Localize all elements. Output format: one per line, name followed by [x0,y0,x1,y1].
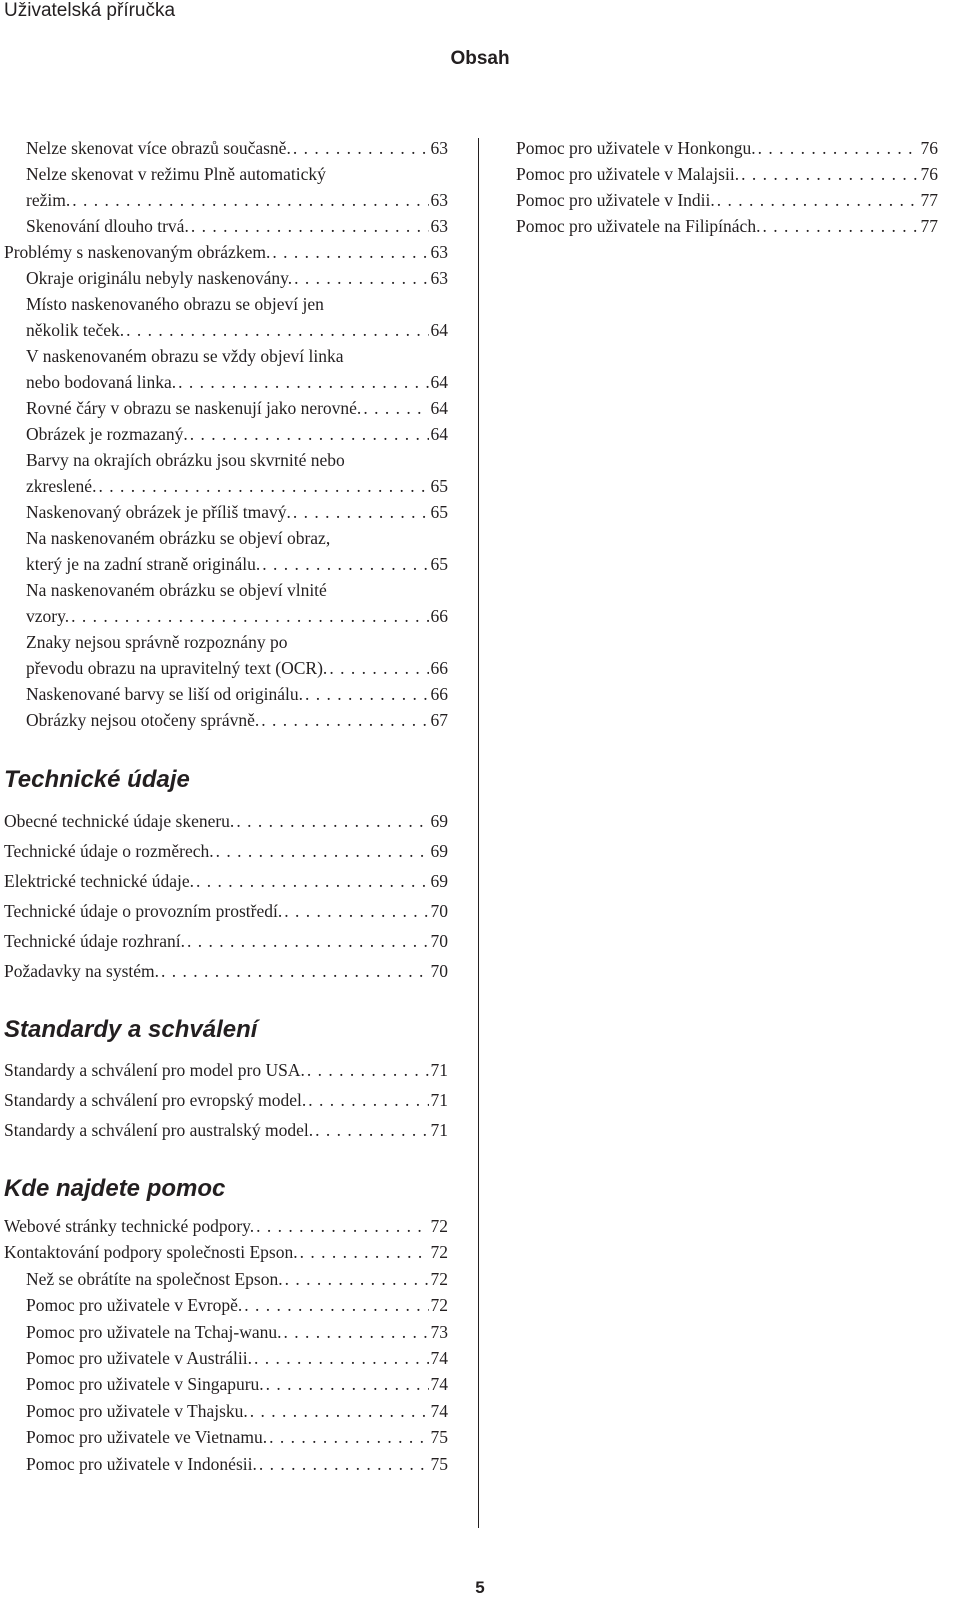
toc-page-number: 69 [430,811,448,831]
toc-entry-text: zkreslené. [26,476,97,496]
toc-entry-text: Nelze skenovat více obrazů současně. [26,138,291,158]
toc-line[interactable] [4,926,448,956]
toc-entry-text: Rovné čáry v obrazu se naskenují jako nerovné. [26,398,362,418]
toc-line[interactable] [26,187,448,213]
toc-entry-text: Obrázek je rozmazaný. [26,424,188,444]
toc-entry-text: Problémy s naskenovaným obrázkem. [4,242,271,262]
toc-line[interactable] [4,1266,448,1292]
toc-page-number: 64 [430,372,448,392]
toc-line[interactable] [4,866,448,896]
dot-leader [293,499,429,525]
toc-entry-text: Standardy a schválení pro evropský model. [4,1090,307,1110]
toc-page-number: 76 [920,138,938,158]
toc-page-number: 63 [430,216,448,236]
toc-page-number: 63 [430,190,448,210]
toc-entry-text: Obecné technické údaje skeneru. [4,811,235,831]
toc-entry[interactable] [4,447,448,499]
dot-leader [758,135,919,161]
toc-page-number: 69 [430,841,448,861]
toc-entry-text: Na naskenovaném obrázku se objeví obraz, [26,528,331,548]
toc-entry-text: Pomoc pro uživatele v Indii. [516,190,715,210]
toc-page-number: 76 [920,164,938,184]
toc-line[interactable] [4,836,448,866]
toc-line[interactable] [4,1371,448,1397]
toc-line[interactable] [516,135,938,161]
dot-leader [236,806,428,836]
dot-leader [329,655,428,681]
dot-leader [259,1451,429,1477]
toc-entry[interactable] [4,265,448,291]
dot-leader [307,1055,429,1085]
toc-line[interactable] [26,395,448,421]
toc-line[interactable] [26,421,448,447]
toc-entry-text: Místo naskenovaného obrazu se objeví jen [26,294,324,314]
dot-leader [266,1371,429,1397]
dot-leader [305,681,428,707]
toc-line[interactable] [4,1085,448,1115]
toc-entry-text: několik teček. [26,320,125,340]
column-divider [478,138,479,1528]
section-heading-help: Kde najdete pomoc [4,1175,226,1202]
toc-entry[interactable] [4,395,448,421]
dot-leader [284,1319,429,1345]
dot-leader [98,473,428,499]
toc-entry[interactable] [4,135,448,161]
section-heading-technical-specs: Technické údaje [4,766,190,793]
toc-page-number: 70 [430,901,448,921]
toc-line[interactable] [4,806,448,836]
toc-entry-text: Technické údaje rozhraní. [4,931,185,951]
toc-page-number: 65 [430,502,448,522]
toc-page-number: 63 [430,242,448,262]
toc-line[interactable] [516,213,938,239]
toc-line[interactable] [4,1115,448,1145]
toc-entry-text: V naskenovaném obrazu se vždy objeví linka [26,346,344,366]
toc-line[interactable] [4,896,448,926]
toc-entry-text: Pomoc pro uživatele na Filipínách. [516,216,761,236]
toc-entry-text: Naskenované barvy se liší od originálu. [26,684,304,704]
toc-page-number: 63 [430,268,448,288]
toc-page-number: 69 [430,871,448,891]
toc-help [4,1213,448,1477]
toc-page-number: 72 [430,1268,448,1289]
toc-entry[interactable] [4,239,448,265]
toc-page-number: 63 [430,138,448,158]
toc-line[interactable] [26,499,448,525]
toc-entry[interactable] [4,577,448,629]
document-title: Uživatelská příručka [4,0,176,21]
toc-page-number: 65 [430,476,448,496]
dot-leader [293,135,429,161]
dot-leader [190,421,429,447]
toc-line[interactable] [516,161,938,187]
toc-line[interactable] [4,1292,448,1318]
dot-leader [272,239,428,265]
toc-entry-text: režim. [26,190,71,210]
toc-page-number: 77 [920,190,938,210]
toc-entry[interactable] [4,421,448,447]
dot-leader [161,956,428,986]
toc-line[interactable] [516,187,938,213]
dot-leader [126,317,428,343]
dot-leader [254,1345,429,1371]
toc-entry-text: Barvy na okrajích obrázku jsou skvrnité nebo [26,450,345,470]
dot-leader [284,896,428,926]
dot-leader [269,1424,428,1450]
toc-entry-text: Kontaktování podpory společnosti Epson. [4,1242,298,1263]
dot-leader [363,395,428,421]
toc-page-number: 66 [430,606,448,626]
toc-entry[interactable] [4,213,448,239]
toc-page-number: 73 [430,1321,448,1342]
dot-leader [191,213,429,239]
dot-leader [216,836,429,866]
toc-entry-text: Elektrické technické údaje. [4,871,194,891]
toc-line[interactable] [26,655,448,681]
toc-line[interactable] [4,1239,448,1265]
toc-entry-text: Než se obrátíte na společnost Epson. [26,1268,283,1289]
toc-left-troubleshooting [4,135,448,733]
toc-page-number: 71 [430,1090,448,1110]
toc-line[interactable] [26,369,448,395]
toc-page-number: 74 [430,1374,448,1395]
toc-line[interactable] [4,1213,448,1239]
dot-leader [178,369,428,395]
toc-entry-text: Pomoc pro uživatele ve Vietnamu. [26,1427,268,1448]
toc-entry-text: vzory. [26,606,70,626]
toc-entry-text: Standardy a schválení pro model pro USA. [4,1060,305,1080]
toc-line[interactable] [26,603,448,629]
toc-line[interactable] [4,956,448,986]
toc-entry-text: Pomoc pro uživatele v Malajsii. [516,164,740,184]
toc-entry[interactable] [4,291,448,343]
toc-entry-text: Pomoc pro uživatele na Tchaj-wanu. [26,1321,282,1342]
toc-entry-text: Na naskenovaném obrázku se objeví vlnité [26,580,327,600]
toc-entry-text: Pomoc pro uživatele v Indonésii. [26,1453,257,1474]
toc-entry-text: Webové stránky technické podpory. [4,1216,255,1236]
dot-leader [72,187,428,213]
dot-leader [196,866,429,896]
toc-entry[interactable] [4,525,448,577]
toc-line[interactable] [26,265,448,291]
toc-entry-text: převodu obrazu na upravitelný text (OCR). [26,658,328,678]
toc-page-number: 70 [430,961,448,981]
toc-page-number: 77 [920,216,938,236]
toc-page-number: 75 [430,1453,448,1474]
toc-standards [4,1055,448,1145]
dot-leader [187,926,429,956]
toc-entry-text: Technické údaje o rozměrech. [4,841,214,861]
toc-page-number: 65 [430,554,448,574]
toc-page-number: 70 [430,931,448,951]
toc-page-number: 74 [430,1400,448,1421]
toc-page-number: 66 [430,684,448,704]
toc-page-number: 64 [430,320,448,340]
toc-page-number: 72 [430,1295,448,1316]
toc-entry-text: Okraje originálu nebyly naskenovány. [26,268,293,288]
toc-line[interactable] [26,213,448,239]
page-number: 5 [475,1578,485,1597]
toc-line[interactable] [4,1398,448,1424]
toc-entry-text: nebo bodovaná linka. [26,372,177,392]
toc-entry-text: Znaky nejsou správně rozpoznány po [26,632,288,652]
toc-entry-text: Nelze skenovat v režimu Plně automatický [26,164,326,184]
toc-line[interactable] [4,1055,448,1085]
toc-page-number: 72 [430,1216,448,1236]
dot-leader [262,551,428,577]
dot-leader [717,187,919,213]
dot-leader [762,213,918,239]
toc-entry[interactable] [4,707,448,733]
toc-entry[interactable] [4,161,448,213]
toc-line[interactable] [4,1424,448,1450]
dot-leader [261,707,428,733]
toc-entry[interactable] [4,343,448,395]
toc-entry-text: Pomoc pro uživatele v Singapuru. [26,1374,264,1395]
toc-entry-text: Pomoc pro uživatele v Honkongu. [516,138,756,158]
toc-line[interactable] [4,1319,448,1345]
dot-leader [71,603,428,629]
toc-entry[interactable] [4,499,448,525]
toc-line[interactable] [4,1451,448,1477]
toc-line[interactable] [26,551,448,577]
toc-page-number: 71 [430,1120,448,1140]
toc-entry-text: Obrázky nejsou otočeny správně. [26,710,260,730]
toc-technical-specs [4,806,448,986]
section-title: Obsah [450,48,510,69]
toc-line[interactable] [26,707,448,733]
dot-leader [315,1115,428,1145]
toc-line[interactable] [26,135,448,161]
section-heading-standards: Standardy a schválení [4,1016,258,1043]
toc-line[interactable] [26,473,448,499]
toc-entry-text: Pomoc pro uživatele v Thajsku. [26,1400,248,1421]
dot-leader [285,1266,429,1292]
toc-page-number: 75 [430,1427,448,1448]
toc-page-number: 64 [430,424,448,444]
toc-line[interactable] [4,1345,448,1371]
dot-leader [294,265,428,291]
toc-line[interactable] [4,239,448,265]
toc-line[interactable] [26,317,448,343]
toc-entry-text: Technické údaje o provozním prostředí. [4,901,283,921]
toc-page-number: 67 [430,710,448,730]
toc-entry[interactable] [4,681,448,707]
toc-entry-text: Pomoc pro uživatele v Austrálii. [26,1348,252,1369]
toc-page-number: 64 [430,398,448,418]
toc-page-number: 74 [430,1348,448,1369]
dot-leader [244,1292,428,1318]
toc-entry-text: Požadavky na systém. [4,961,160,981]
toc-entry-text: Naskenovaný obrázek je příliš tmavý. [26,502,291,522]
toc-entry-text: který je na zadní straně originálu. [26,554,261,574]
toc-page-number: 72 [430,1242,448,1263]
toc-right-column [516,135,938,239]
toc-entry[interactable] [4,629,448,681]
toc-page-number: 71 [430,1060,448,1080]
toc-entry-text: Pomoc pro uživatele v Evropě. [26,1295,243,1316]
dot-leader [741,161,918,187]
toc-entry-text: Standardy a schválení pro australský model. [4,1120,314,1140]
dot-leader [300,1239,429,1265]
toc-entry-text: Skenování dlouho trvá. [26,216,189,236]
dot-leader [250,1398,429,1424]
dot-leader [256,1213,428,1239]
toc-line[interactable] [26,681,448,707]
dot-leader [308,1085,428,1115]
toc-page-number: 66 [430,658,448,678]
